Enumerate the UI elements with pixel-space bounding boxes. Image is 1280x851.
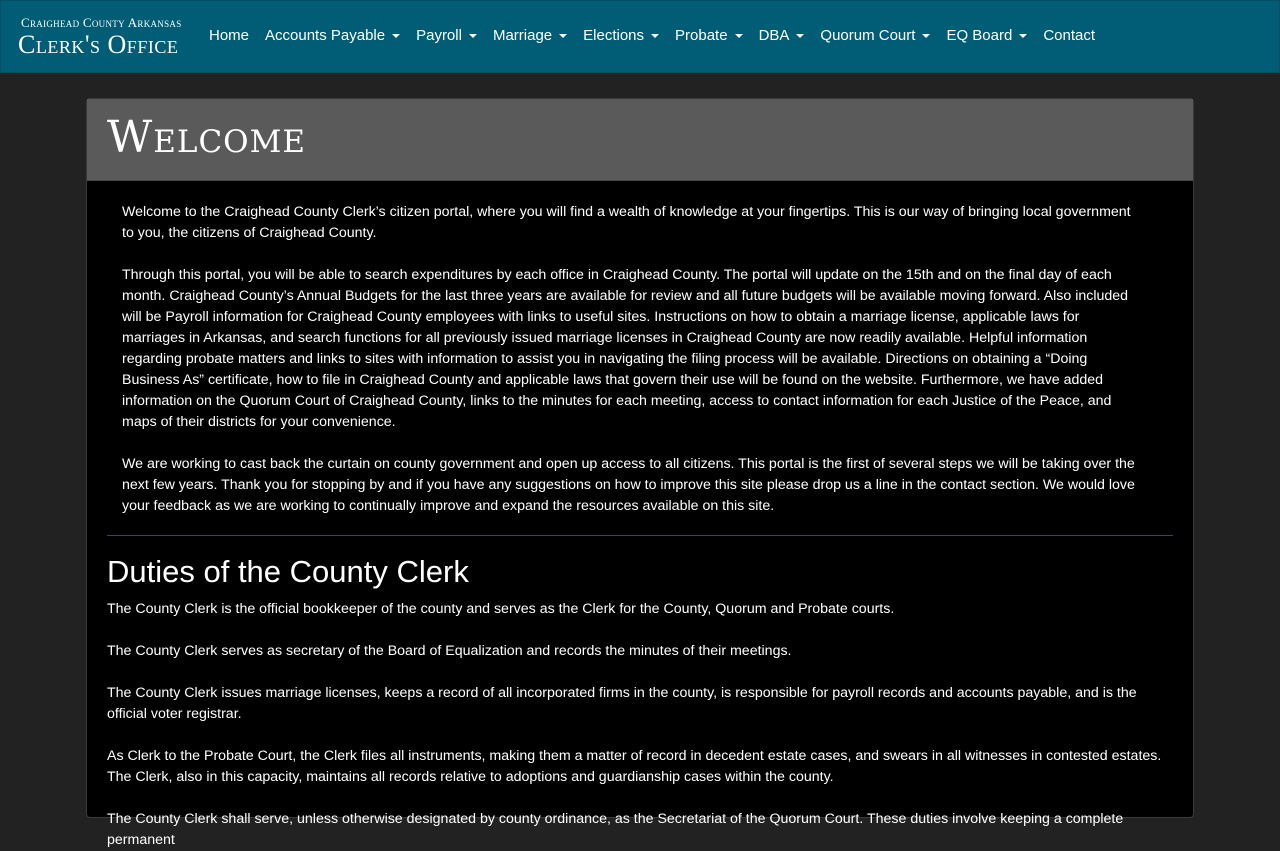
nav-eq-board-label: EQ Board — [946, 27, 1013, 44]
chevron-down-icon — [559, 34, 567, 38]
nav-dba-label: DBA — [758, 27, 790, 44]
nav-quorum-court[interactable] — [812, 27, 938, 44]
nav-marriage[interactable] — [485, 27, 575, 44]
welcome-section — [87, 181, 1160, 517]
chevron-down-icon — [651, 34, 659, 38]
duties-paragraph: The County Clerk serves as secretary of the Board of Equalization and records the minutes of their meetings. — [107, 643, 792, 659]
chevron-down-icon — [392, 34, 400, 38]
nav-eq-board[interactable] — [938, 27, 1035, 44]
duties-paragraph: As Clerk to the Probate Court, the Clerk files all instruments, making them a matter of record in decedent estate cases, and swears in all witnesses in contested estates. The Clerk, also in this capacity, maintains all records relative to adoptions and guardianship cases within the county. — [107, 748, 1162, 785]
welcome-paragraph: We are working to cast back the curtain on county government and open up access to all citizens. This portal is the first of several steps we will be taking over the next few years. Thank you for stopping by and if you have any suggestions on how to improve this site please drop us a line in the contact section. We would love your feedback as we are working to continually improve and expand the resources available on this site. — [122, 456, 1135, 514]
duties-paragraph: The County Clerk is the official bookkeeper of the county and serves as the Clerk for the County, Quorum and Probate courts. — [107, 601, 895, 617]
chevron-down-icon — [735, 34, 743, 38]
chevron-down-icon — [469, 34, 477, 38]
nav-quorum-court-label: Quorum Court — [820, 27, 916, 44]
nav-probate-label: Probate — [675, 27, 728, 44]
duties-paragraph: The County Clerk issues marriage licenses, keeps a record of all incorporated firms in the county, is responsible for payroll records and accounts payable, and is the official voter registrar. — [107, 685, 1137, 722]
duties-paragraph: The County Clerk shall serve, unless otherwise designated by county ordinance, as the Secretariat of the Quorum Court. These duties involve keeping a complete permanent — [107, 811, 1124, 848]
nav-payroll-label: Payroll — [416, 27, 462, 44]
welcome-paragraph: Through this portal, you will be able to search expenditures by each office in Craighead County. The portal will update on the 15th and on the final day of each month. Craighead County’s Annual Budgets for the last three years are available for review and all future budgets will be available moving forward. Also included will be Payroll information for Craighead County employees with links to useful sites. Instructions on how to obtain a marriage license, applicable laws for marriages in Arkansas, and search functions for all previously issued marriage licenses in Craighead County are now readily available. Helpful information regarding probate matters and links to sites with information to assist you in navigating the filing process will be available. Directions on obtaining a “Doing Business As” certificate, how to file in Craighead County and applicable laws that govern their use will be found on the website. Furthermore, we have added information on the Quorum Court of Craighead County, links to the minutes for each meeting, access to contact information for each Justice of the Peace, and maps of their districts for your convenience. — [122, 267, 1129, 430]
nav-marriage-label: Marriage — [492, 27, 553, 44]
top-navbar — [0, 0, 1280, 73]
brand-logo-link[interactable] — [1, 16, 201, 58]
nav-home-label: Home — [209, 27, 250, 44]
nav-home[interactable] — [201, 27, 257, 44]
nav-accounts-payable[interactable] — [257, 27, 408, 44]
nav-elections-label: Elections — [583, 27, 645, 44]
nav-accounts-payable-label: Accounts Payable — [265, 27, 386, 44]
brand-office-name: Clerk's Office — [18, 29, 179, 59]
welcome-paragraph: Welcome to the Craighead County Clerk’s citizen portal, where you will find a wealth of knowledge at your fingertips. This is our way of bringing local government to you, the citizens of Craighead County. — [122, 204, 1131, 241]
nav-payroll[interactable] — [408, 27, 485, 44]
nav-contact[interactable] — [1035, 27, 1103, 44]
brand-county-name: Craighead County Arkansas — [21, 14, 182, 30]
duties-heading: Duties of the County Clerk — [107, 554, 469, 589]
welcome-header — [87, 99, 1193, 181]
nav-contact-label: Contact — [1043, 27, 1096, 44]
duties-section — [87, 536, 1193, 851]
chevron-down-icon — [922, 34, 930, 38]
chevron-down-icon — [796, 34, 804, 38]
nav-dba[interactable] — [751, 27, 813, 44]
content-card — [86, 98, 1194, 848]
nav-probate[interactable] — [667, 27, 751, 44]
page-title: Welcome — [107, 112, 306, 163]
nav-elections[interactable] — [575, 27, 667, 44]
main-menu — [201, 1, 1103, 72]
chevron-down-icon — [1019, 34, 1027, 38]
